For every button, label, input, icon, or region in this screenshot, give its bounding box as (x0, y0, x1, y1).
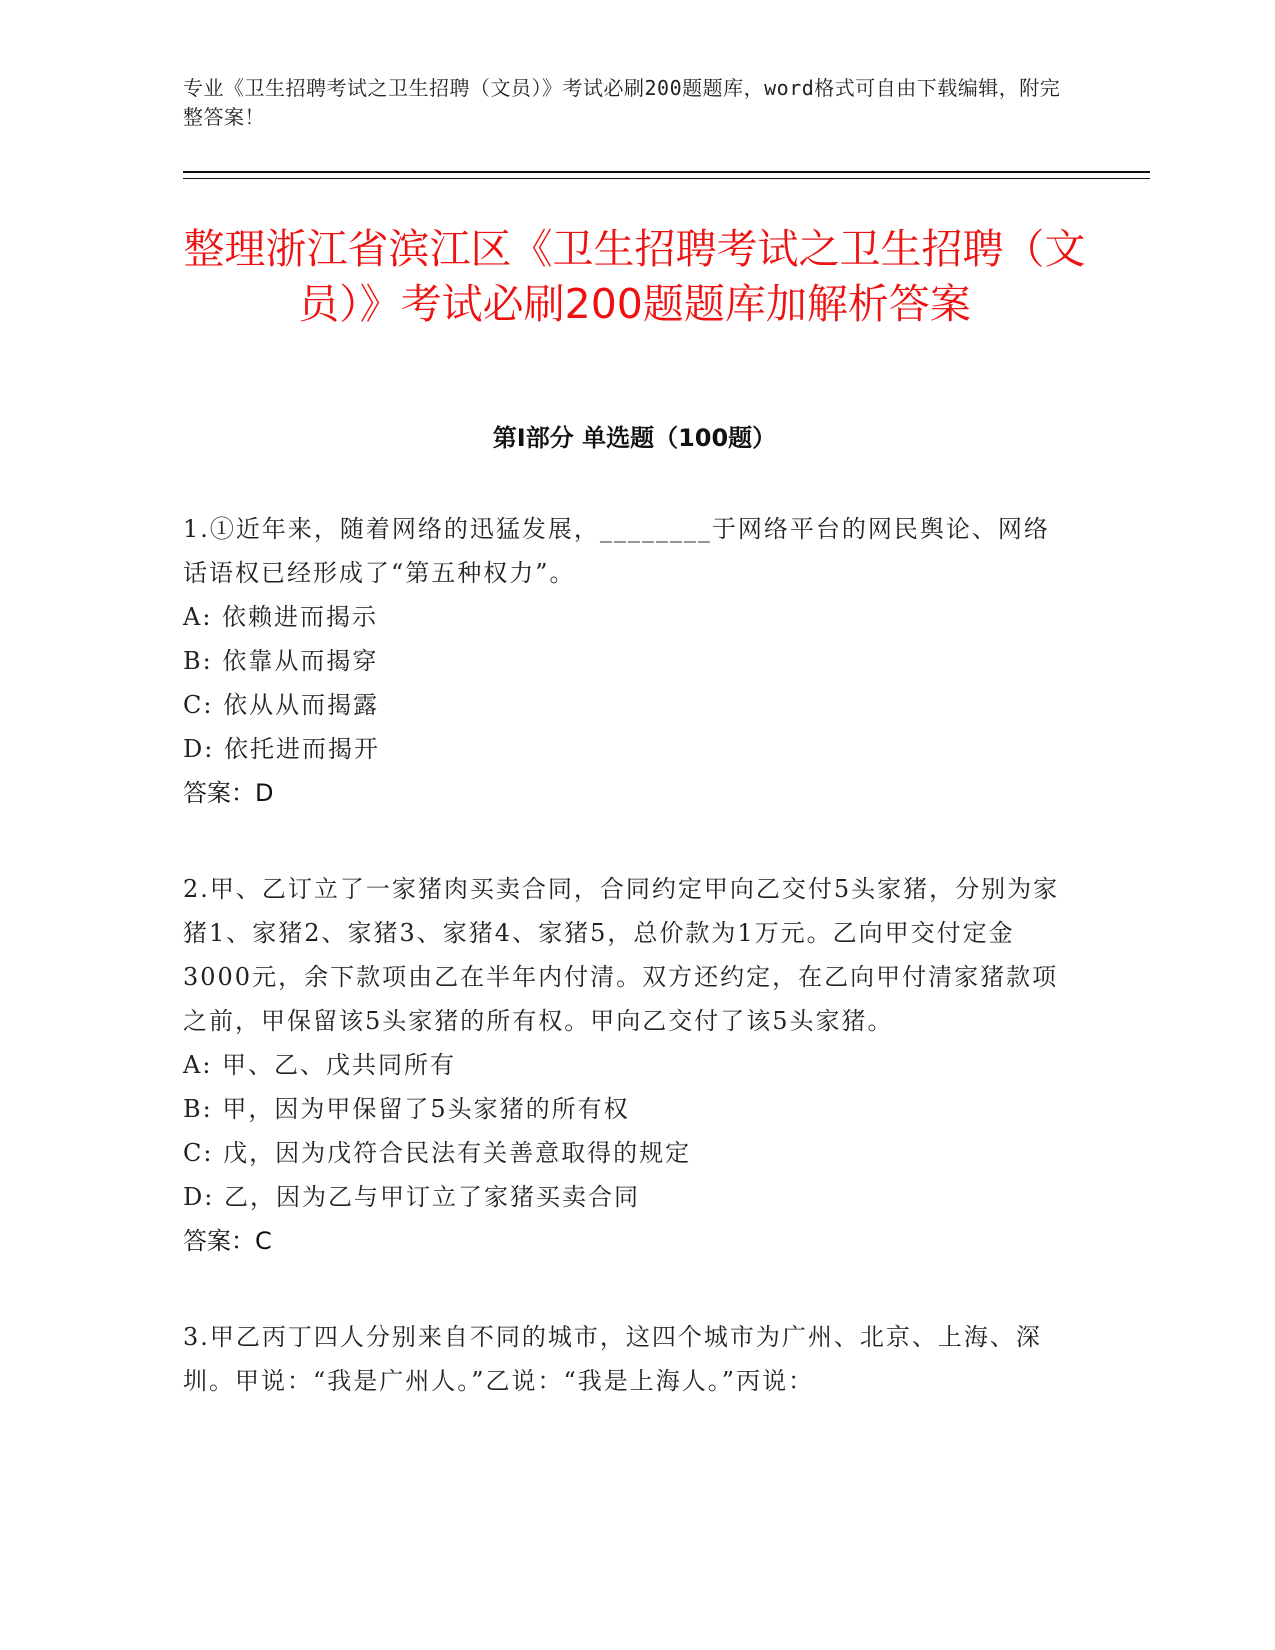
option-c: C: 依从从而揭露 (183, 691, 380, 719)
option-b: B: 甲，因为甲保留了5头家猪的所有权 (183, 1095, 630, 1123)
header-note: 专业《卫生招聘考试之卫生招聘（文员）》考试必刷200题题库，word格式可自由下载编辑，附完整答案！ (183, 76, 1061, 129)
question-list (183, 507, 1063, 1455)
question-3 (183, 1315, 1063, 1403)
section-title: 第Ⅰ部分 单选题（100题） (492, 424, 777, 452)
option-c: C: 戊，因为戊符合民法有关善意取得的规定 (183, 1139, 692, 1167)
option-a: A: 依赖进而揭示 (183, 603, 379, 631)
question-stem: 2.甲、乙订立了一家猪肉买卖合同，合同约定甲向乙交付5头家猪，分别为家猪1、家猪2、家猪3、家猪4、家猪5，总价款为1万元。乙向甲交付定金3000元，余下款项由乙在半年内付清。双方还约定，在乙向甲付清家猪款项之前，甲保留该5头家猪的所有权。甲向乙交付了该5头家猪。 (183, 875, 1060, 1035)
question-stem: 3.甲乙丙丁四人分别来自不同的城市，这四个城市为广州、北京、上海、深圳。甲说：“我是广州人。”乙说：“我是上海人。”丙说： (183, 1323, 1042, 1395)
question-1 (183, 507, 1063, 815)
option-b: B: 依靠从而揭穿 (183, 647, 379, 675)
option-d: D: 依托进而揭开 (183, 735, 380, 763)
answer-line: 答案：D (183, 779, 274, 807)
answer-line: 答案：C (183, 1227, 272, 1255)
option-d: D: 乙，因为乙与甲订立了家猪买卖合同 (183, 1183, 640, 1211)
question-2 (183, 867, 1063, 1263)
document-title: 整理浙江省滨江区《卫生招聘考试之卫生招聘（文员）》考试必刷200题题库加解析答案 (183, 225, 1086, 328)
question-stem: 1.①近年来，随着网络的迅猛发展，________于网络平台的网民舆论、网络话语权已经形成了“第五种权力”。 (183, 515, 1050, 587)
option-a: A: 甲、乙、戊共同所有 (183, 1051, 457, 1079)
header-divider-thick (183, 171, 1150, 173)
header-divider-thin (183, 178, 1150, 179)
